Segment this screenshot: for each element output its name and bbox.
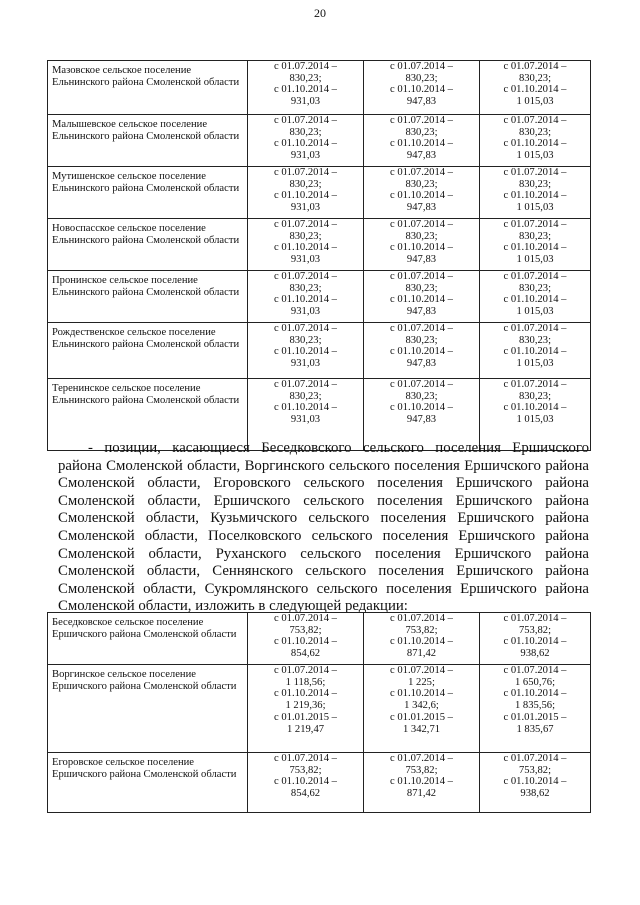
- settlement-name-cell: Новоспасское сельское поселение Ельнинского района Смоленской области: [48, 219, 248, 271]
- tariff-cell: [480, 323, 591, 379]
- tariff-cell: [248, 167, 364, 219]
- settlement-name-cell: Теренинское сельское поселение Ельнинского района Смоленской области: [48, 379, 248, 451]
- tariff-line: 854,62: [290, 788, 321, 800]
- table-row: [48, 613, 591, 665]
- tariff-line: с 01.10.2014 –: [274, 294, 337, 306]
- tariff-line: 947,83: [406, 96, 437, 108]
- tariff-line: 931,03: [290, 358, 321, 370]
- tariff-line: с 01.07.2014 –: [503, 271, 567, 282]
- tariff-line: с 01.07.2014 –: [503, 665, 567, 676]
- tariff-line: 947,83: [406, 202, 437, 214]
- tariff-line: с 01.07.2014 –: [503, 167, 567, 178]
- tariff-cell: [364, 115, 480, 167]
- tariff-line: с 01.10.2014 –: [503, 242, 567, 254]
- tariff-line: с 01.10.2014 –: [274, 776, 337, 788]
- table-row: [48, 115, 591, 167]
- tariff-line: 830,23;: [289, 390, 322, 402]
- tariff-line: с 01.07.2014 –: [274, 613, 337, 624]
- tariff-line: с 01.07.2014 –: [390, 323, 453, 334]
- tariff-line: с 01.07.2014 –: [274, 379, 337, 390]
- tariff-table-ershichsky: [47, 612, 591, 813]
- tariff-line: 830,23;: [405, 334, 438, 346]
- tariff-line: с 01.10.2014 –: [390, 346, 453, 358]
- tariff-cell: [364, 613, 480, 665]
- tariff-cell: [480, 753, 591, 813]
- tariff-line: 931,03: [290, 150, 321, 162]
- body-paragraph: [58, 440, 589, 616]
- tariff-line: 830,23;: [405, 282, 438, 294]
- tariff-cell: [248, 323, 364, 379]
- tariff-line: с 01.10.2014 –: [503, 402, 567, 414]
- tariff-line: 830,23;: [289, 178, 322, 190]
- tariff-cell: [248, 115, 364, 167]
- tariff-line: с 01.10.2014 –: [390, 190, 453, 202]
- tariff-line: с 01.10.2014 –: [503, 84, 567, 96]
- settlement-name-cell: Воргинское сельское поселение Ершичского района Смоленской области: [48, 665, 248, 753]
- tariff-line: с 01.10.2014 –: [503, 138, 567, 150]
- tariff-line: с 01.07.2014 –: [390, 753, 453, 764]
- tariff-line: 1 015,03: [516, 202, 554, 214]
- tariff-line: 1 225;: [408, 676, 435, 688]
- tariff-line: 1 015,03: [516, 96, 554, 108]
- tariff-line: с 01.10.2014 –: [390, 636, 453, 648]
- tariff-line: с 01.07.2014 –: [390, 613, 453, 624]
- tariff-line: с 01.10.2014 –: [390, 84, 453, 96]
- tariff-cell: [480, 271, 591, 323]
- tariff-line: 830,23;: [289, 334, 322, 346]
- tariff-line: 1 342,6;: [404, 700, 439, 712]
- settlement-name-cell: Беседковское сельское поселение Ершичского района Смоленской области: [48, 613, 248, 665]
- tariff-line: 871,42: [406, 648, 437, 660]
- tariff-line: с 01.10.2014 –: [390, 138, 453, 150]
- tariff-line: 931,03: [290, 306, 321, 318]
- tariff-line: 830,23;: [518, 390, 552, 402]
- tariff-line: 1 015,03: [516, 414, 554, 426]
- settlement-name-cell: Мазовское сельское поселение Ельнинского района Смоленской области: [48, 61, 248, 115]
- tariff-line: с 01.10.2014 –: [390, 776, 453, 788]
- settlement-name-cell: Пронинское сельское поселение Ельнинского района Смоленской области: [48, 271, 248, 323]
- tariff-line: с 01.10.2014 –: [503, 294, 567, 306]
- settlement-name-cell: Рождественское сельское поселение Ельнинского района Смоленской области: [48, 323, 248, 379]
- tariff-line: 1 219,47: [286, 723, 325, 735]
- settlement-name-cell: Егоровское сельское поселение Ершичского района Смоленской области: [48, 753, 248, 813]
- tariff-cell: [480, 613, 591, 665]
- tariff-cell: [364, 665, 480, 753]
- tariff-line: 1 650,76;: [514, 676, 556, 688]
- tariff-line: 938,62: [520, 648, 550, 660]
- tariff-line: с 01.07.2014 –: [390, 167, 453, 178]
- table-row: [48, 271, 591, 323]
- tariff-line: 830,23;: [289, 126, 322, 138]
- tariff-cell: [364, 61, 480, 115]
- tariff-line: с 01.07.2014 –: [503, 61, 567, 72]
- tariff-line: 931,03: [290, 414, 321, 426]
- tariff-line: 1 835,67: [516, 723, 554, 735]
- tariff-line: 753,82;: [405, 624, 438, 636]
- tariff-line: 1 219,36;: [285, 700, 326, 712]
- tariff-line: 947,83: [406, 150, 437, 162]
- tariff-line: с 01.10.2014 –: [274, 138, 337, 150]
- tariff-line: с 01.10.2014 –: [274, 242, 337, 254]
- settlement-name-cell: Мутишенское сельское поселение Ельнинского района Смоленской области: [48, 167, 248, 219]
- tariff-cell: [364, 271, 480, 323]
- tariff-line: с 01.10.2014 –: [274, 346, 337, 358]
- tariff-line: с 01.07.2014 –: [274, 665, 337, 676]
- tariff-line: 947,83: [406, 254, 437, 266]
- tariff-line: с 01.10.2014 –: [274, 190, 337, 202]
- tariff-table-yelninsky: [47, 60, 591, 451]
- tariff-line: 830,23;: [405, 390, 438, 402]
- tariff-line: 931,03: [290, 254, 321, 266]
- tariff-cell: [480, 61, 591, 115]
- tariff-line: с 01.10.2014 –: [503, 776, 567, 788]
- tariff-line: с 01.07.2014 –: [503, 613, 567, 624]
- tariff-cell: [364, 167, 480, 219]
- tariff-line: 854,62: [290, 648, 321, 660]
- tariff-line: с 01.07.2014 –: [390, 219, 453, 230]
- tariff-line: 753,82;: [405, 764, 438, 776]
- tariff-line: 931,03: [290, 96, 321, 108]
- tariff-line: 830,23;: [289, 230, 322, 242]
- tariff-line: 1 015,03: [516, 150, 554, 162]
- tariff-line: 1 835,56;: [514, 700, 556, 712]
- page-number: 20: [314, 6, 326, 20]
- tariff-line: с 01.10.2014 –: [503, 688, 567, 700]
- tariff-cell: [248, 61, 364, 115]
- tariff-line: с 01.07.2014 –: [274, 323, 337, 334]
- tariff-line: с 01.07.2014 –: [503, 379, 567, 390]
- tariff-line: с 01.07.2014 –: [503, 323, 567, 334]
- tariff-line: с 01.07.2014 –: [390, 379, 453, 390]
- table-row: [48, 219, 591, 271]
- tariff-line: 931,03: [290, 202, 321, 214]
- tariff-line: с 01.07.2014 –: [390, 665, 453, 676]
- tariff-line: 1 118,56;: [285, 676, 326, 688]
- tariff-line: с 01.10.2014 –: [390, 688, 453, 700]
- tariff-cell: [248, 613, 364, 665]
- tariff-line: с 01.07.2014 –: [503, 115, 567, 126]
- tariff-line: 1 015,03: [516, 358, 554, 370]
- table-row: [48, 323, 591, 379]
- tariff-line: 947,83: [406, 358, 437, 370]
- tariff-line: 753,82;: [289, 764, 322, 776]
- tariff-line: с 01.07.2014 –: [390, 61, 453, 72]
- paragraph-text: - позиции, касающиеся Беседковского сельского поселения Ершичского района Смоленской области, Воргинского сельского поселения Ершичского района Смоленской области, Егоровского сельского поселения Ершичского района Смоленской области, Ершичского сельского поселения Ершичского района Смоленской области, Кузьмичского сельского поселения Ершичского района Смоленской области, Поселковского сельского поселения Ершичского района Смоленской области, Руханского сельского поселения Ершичского района Смоленской области, Сеннянского сельского поселения Ершичского района Смоленской области, Сукромлянского сельского поселения Ершичского района Смоленской области, изложить в следующей редакции:: [58, 440, 589, 615]
- tariff-line: с 01.07.2014 –: [274, 61, 337, 72]
- tariff-line: 830,23;: [518, 178, 552, 190]
- tariff-line: с 01.07.2014 –: [274, 115, 337, 126]
- tariff-line: 830,23;: [289, 72, 322, 84]
- tariff-line: с 01.07.2014 –: [274, 271, 337, 282]
- tariff-line: с 01.07.2014 –: [503, 219, 567, 230]
- tariff-line: с 01.01.2015 –: [503, 711, 567, 723]
- tariff-line: 830,23;: [518, 334, 552, 346]
- tariff-line: 830,23;: [405, 178, 438, 190]
- tariff-cell: [480, 115, 591, 167]
- settlement-name-cell: Малышевское сельское поселение Ельнинского района Смоленской области: [48, 115, 248, 167]
- table-row: [48, 753, 591, 813]
- tariff-line: 830,23;: [518, 126, 552, 138]
- tariff-line: 1 342,71: [402, 723, 441, 735]
- tariff-line: 830,23;: [405, 230, 438, 242]
- tariff-line: 1 015,03: [516, 254, 554, 266]
- tariff-cell: [248, 219, 364, 271]
- tariff-cell: [480, 219, 591, 271]
- tariff-line: с 01.07.2014 –: [274, 753, 337, 764]
- tariff-cell: [480, 167, 591, 219]
- tariff-line: с 01.07.2014 –: [274, 219, 337, 230]
- tariff-line: 830,23;: [518, 230, 552, 242]
- tariff-cell: [248, 271, 364, 323]
- tariff-line: 830,23;: [405, 126, 438, 138]
- tariff-line: 938,62: [520, 788, 550, 800]
- tariff-line: 753,82;: [518, 764, 552, 776]
- tariff-cell: [480, 665, 591, 753]
- tariff-line: 830,23;: [518, 72, 552, 84]
- tariff-line: с 01.10.2014 –: [274, 402, 337, 414]
- tariff-line: с 01.10.2014 –: [274, 688, 337, 700]
- tariff-line: 830,23;: [518, 282, 552, 294]
- tariff-line: 753,82;: [289, 624, 322, 636]
- tariff-line: 753,82;: [518, 624, 552, 636]
- tariff-line: с 01.07.2014 –: [503, 753, 567, 764]
- tariff-line: 871,42: [406, 788, 437, 800]
- tariff-line: с 01.01.2015 –: [390, 711, 453, 723]
- tariff-line: с 01.07.2014 –: [274, 167, 337, 178]
- tariff-line: с 01.10.2014 –: [390, 294, 453, 306]
- tariff-line: 830,23;: [289, 282, 322, 294]
- tariff-line: с 01.10.2014 –: [390, 402, 453, 414]
- tariff-line: с 01.10.2014 –: [503, 636, 567, 648]
- tariff-line: 830,23;: [405, 72, 438, 84]
- tariff-line: с 01.10.2014 –: [274, 84, 337, 96]
- tariff-cell: [248, 665, 364, 753]
- tariff-line: с 01.01.2015 –: [274, 711, 337, 723]
- table-row: [48, 167, 591, 219]
- tariff-line: с 01.07.2014 –: [390, 271, 453, 282]
- table-row: [48, 61, 591, 115]
- table-row: [48, 665, 591, 753]
- tariff-line: 947,83: [406, 306, 437, 318]
- tariff-cell: [364, 323, 480, 379]
- tariff-line: 1 015,03: [516, 306, 554, 318]
- tariff-cell: [364, 219, 480, 271]
- tariff-line: 947,83: [406, 414, 437, 426]
- tariff-line: с 01.10.2014 –: [274, 636, 337, 648]
- tariff-cell: [364, 753, 480, 813]
- tariff-line: с 01.07.2014 –: [390, 115, 453, 126]
- tariff-line: с 01.10.2014 –: [503, 346, 567, 358]
- tariff-line: с 01.10.2014 –: [390, 242, 453, 254]
- tariff-line: с 01.10.2014 –: [503, 190, 567, 202]
- tariff-cell: [248, 753, 364, 813]
